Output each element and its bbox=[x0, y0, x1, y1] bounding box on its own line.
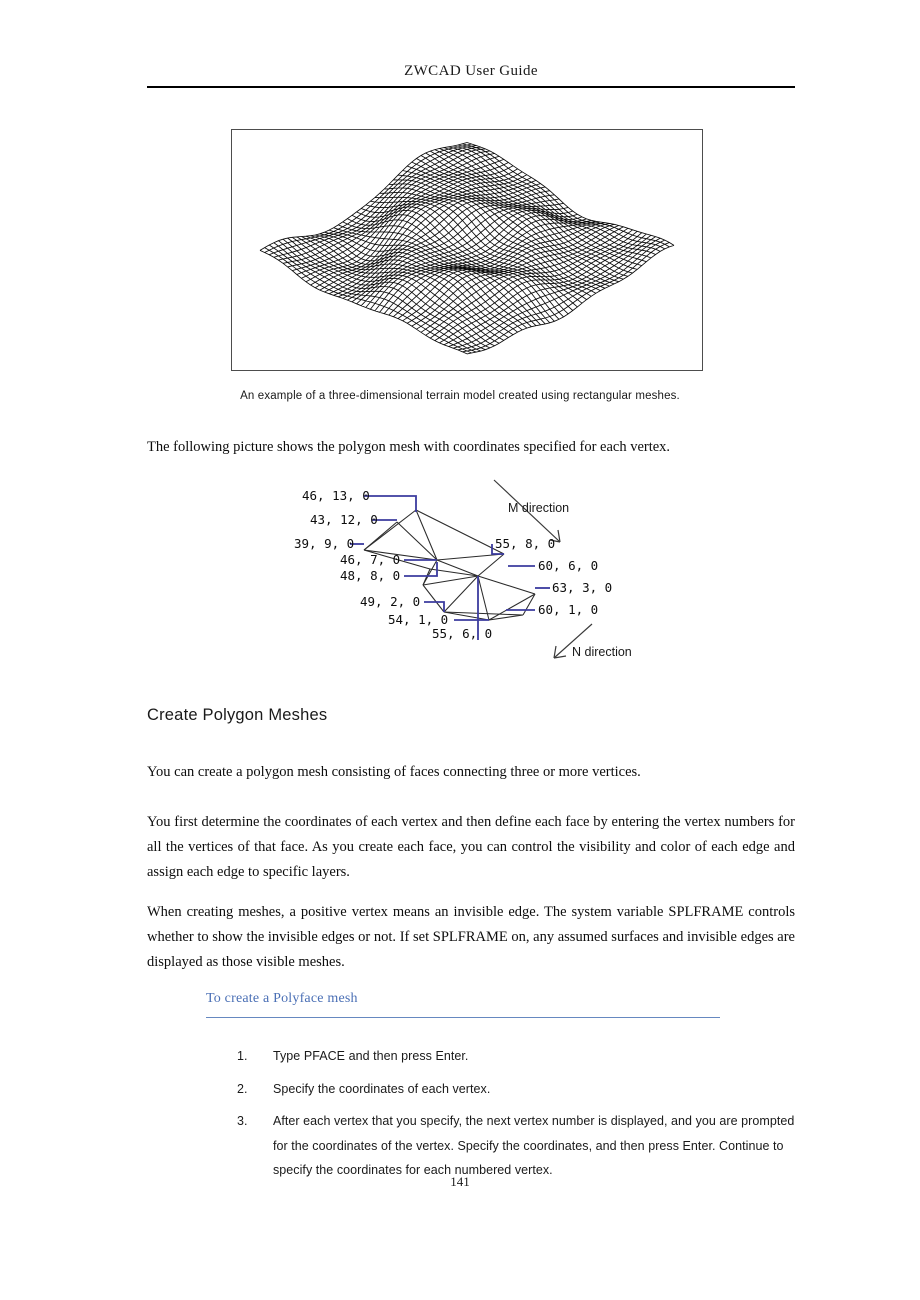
step-text: Type PFACE and then press Enter. bbox=[273, 1049, 469, 1063]
m-direction-label: M direction bbox=[508, 501, 570, 515]
mesh-label: 60, 6, 0 bbox=[538, 558, 599, 573]
page-number: 141 bbox=[450, 1174, 470, 1189]
mesh-label: 54, 1, 0 bbox=[388, 612, 449, 627]
procedure-title: To create a Polyface mesh bbox=[206, 991, 358, 1006]
mesh-label: 46, 13, 0 bbox=[302, 488, 370, 503]
mesh-label: 49, 2, 0 bbox=[360, 594, 421, 609]
mesh-label: 39, 9, 0 bbox=[294, 536, 355, 551]
list-item bbox=[237, 1109, 797, 1183]
header-title: ZWCAD User Guide bbox=[404, 63, 538, 79]
step-number: 1. bbox=[237, 1049, 248, 1063]
procedure-step-list bbox=[237, 1044, 797, 1191]
header-divider bbox=[147, 86, 795, 88]
step-text: Specify the coordinates of each vertex. bbox=[273, 1081, 491, 1096]
list-item bbox=[237, 1077, 797, 1102]
terrain-mesh-figure bbox=[231, 129, 703, 371]
intro-paragraph: The following picture shows the polygon mesh with coordinates specified for each vertex. bbox=[147, 439, 671, 455]
body-paragraph: When creating meshes, a positive vertex means an invisible edge. The system variable SPLFRAME controls whether to show the invisible edges or not. If set SPLFRAME on, any assumed surfaces and invisible edges are displayed as those visible meshes. bbox=[147, 904, 795, 970]
figure-caption: An example of a three-dimensional terrain model created using rectangular meshes. bbox=[240, 390, 680, 402]
polygon-mesh-diagram bbox=[292, 472, 640, 668]
mesh-label: 46, 7, 0 bbox=[340, 552, 401, 567]
body-paragraph: You first determine the coordinates of each vertex and then define each face by entering the vertex numbers for all the vertices of that face. As you create each face, you can control the visibility and color of each edge and assign each edge to specific layers. bbox=[147, 814, 795, 880]
running-header bbox=[147, 62, 795, 80]
body-paragraph: You can create a polygon mesh consisting of faces connecting three or more vertices. bbox=[147, 764, 641, 780]
terrain-mesh-wireframe-svg bbox=[232, 130, 702, 370]
mesh-label: 48, 8, 0 bbox=[340, 568, 401, 583]
step-number: 3. bbox=[237, 1114, 248, 1128]
step-text: After each vertex that you specify, the next vertex number is displayed, and you are prompted for the coordinates of the vertex. Specify the coordinates, and then press Enter. Continue to specify the coordinates for each numbered vertex. bbox=[273, 1114, 795, 1177]
mesh-label: 60, 1, 0 bbox=[538, 602, 599, 617]
list-item bbox=[237, 1044, 797, 1069]
mesh-label: 43, 12, 0 bbox=[310, 512, 378, 527]
polygon-mesh-diagram-svg bbox=[292, 472, 640, 668]
mesh-label: 55, 6, 0 bbox=[432, 626, 493, 641]
page-title: Create Polygon Meshes bbox=[147, 706, 328, 724]
step-number: 2. bbox=[237, 1081, 248, 1096]
n-direction-label: N direction bbox=[572, 645, 632, 659]
mesh-label: 55, 8, 0 bbox=[495, 536, 556, 551]
procedure-divider bbox=[206, 1017, 720, 1018]
mesh-label: 63, 3, 0 bbox=[552, 580, 613, 595]
